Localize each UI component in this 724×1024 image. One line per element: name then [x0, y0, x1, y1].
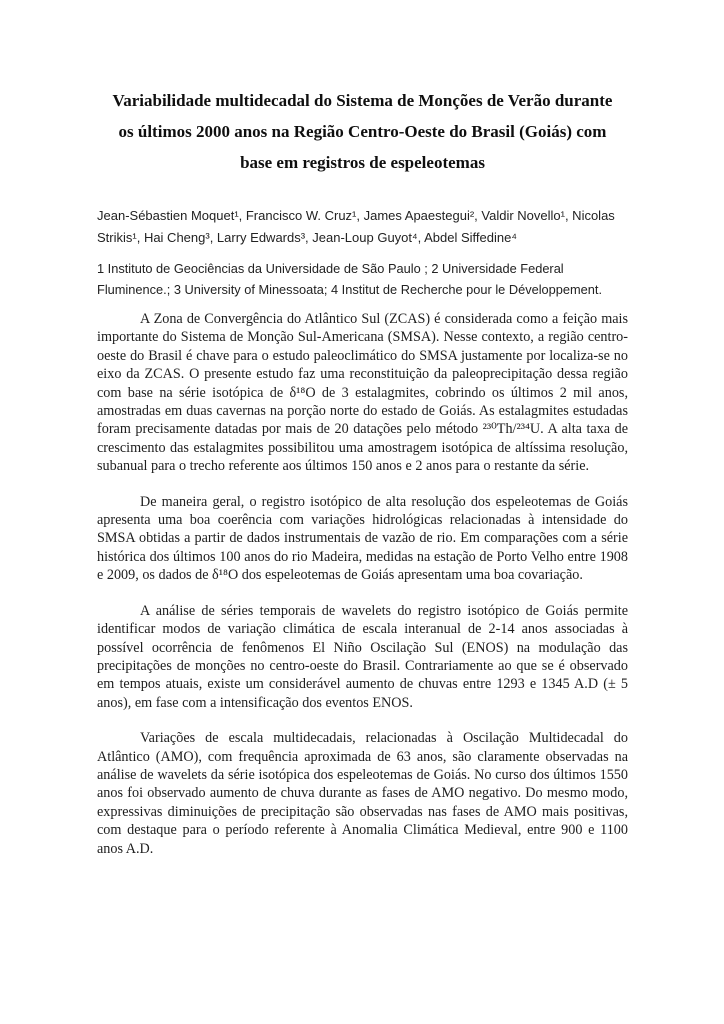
paper-title-line-1: Variabilidade multidecadal do Sistema de Monções de Verão durante — [112, 91, 613, 110]
paper-title — [97, 85, 628, 178]
paper-title-line-2: os últimos 2000 anos na Região Centro-Oeste do Brasil (Goiás) com — [118, 122, 607, 141]
affiliations-line: 1 Instituto de Geociências da Universidade de São Paulo ; 2 Universidade Federal Fluminence.; 3 University of Minessoata; 4 Institut de Recherche pour le Développement. — [97, 261, 603, 297]
paper-title-line-3: base em registros de espeleotemas — [240, 153, 485, 172]
authors-line: Jean-Sébastien Moquet¹, Francisco W. Cruz¹, James Apaestegui², Valdir Novello¹, Nicolas Strikis¹, Hai Cheng³, Larry Edwards³, Jean-Loup Guyot⁴, Abdel Siffedine⁴ — [97, 208, 615, 245]
abstract-paragraph-3: A análise de séries temporais de wavelets do registro isotópico de Goiás permite identificar modos de variação climática de escala interanual de 2-14 anos associadas à possível ocorrência de fenômenos El Niño Oscilação Sul (ENOS) na modulação das precipitações de monções no centro-oeste do Brasil. Contrariamente ao que se é observado em tempos atuais, existe um considerável aumento de chuvas entre 1293 e 1345 A.D (± 5 anos), em fase com a intensificação dos eventos ENOS. — [97, 602, 628, 711]
abstract-paragraph-4: Variações de escala multidecadais, relacionadas à Oscilação Multidecadal do Atlântico (AMO), com frequência aproximada de 63 anos, são claramente observadas na análise de wavelets da série isotópica dos espeleotemas de Goiás. No curso dos últimos 1550 anos foi observado aumento de chuva durante as fases de AMO negativo. Do mesmo modo, expressivas diminuições de precipitação são observadas nas fases de AMO mais positivas, com destaque para o período referente à Anomalia Climática Medieval, entre 900 e 1100 anos A.D. — [97, 730, 628, 857]
abstract-paragraph-1: A Zona de Convergência do Atlântico Sul (ZCAS) é considerada como a feição mais importante do Sistema de Monção Sul-Americana (SMSA). Nesse contexto, a região centro-oeste do Brasil é chave para o estudo paleoclimático do SMSA justamente por localiza-se no eixo da ZCAS. O presente estudo faz uma reconstituição da paleoprecipitação dessa região com base na série isotópica de δ¹⁸O de 3 estalagmites, cobrindo os últimos 2 mil anos, amostradas em duas cavernas na porção norte do estado de Goiás. As estalagmites estudadas foram precisamente datadas por mais de 20 datações pelo método ²³⁰Th/²³⁴U. A alta taxa de crescimento das estalagmites possibilitou uma amostragem isotópica de altíssima resolução, subanual para o trecho referente aos últimos 150 anos e 2 anos para o restante da série. — [97, 311, 628, 475]
abstract-body — [97, 310, 628, 858]
abstract-paragraph-2: De maneira geral, o registro isotópico de alta resolução dos espeleotemas de Goiás apresenta uma boa coerência com variações hidrológicas relacionadas à intensidade do SMSA obtidas a partir de dados instrumentais de vazão de rio. Em comparações com a série histórica dos últimos 100 anos do rio Madeira, medidas na estação de Porto Velho entre 1908 e 2009, os dados de δ¹⁸O dos espeleotemas de Goiás apresentam uma boa covariação. — [97, 493, 628, 584]
